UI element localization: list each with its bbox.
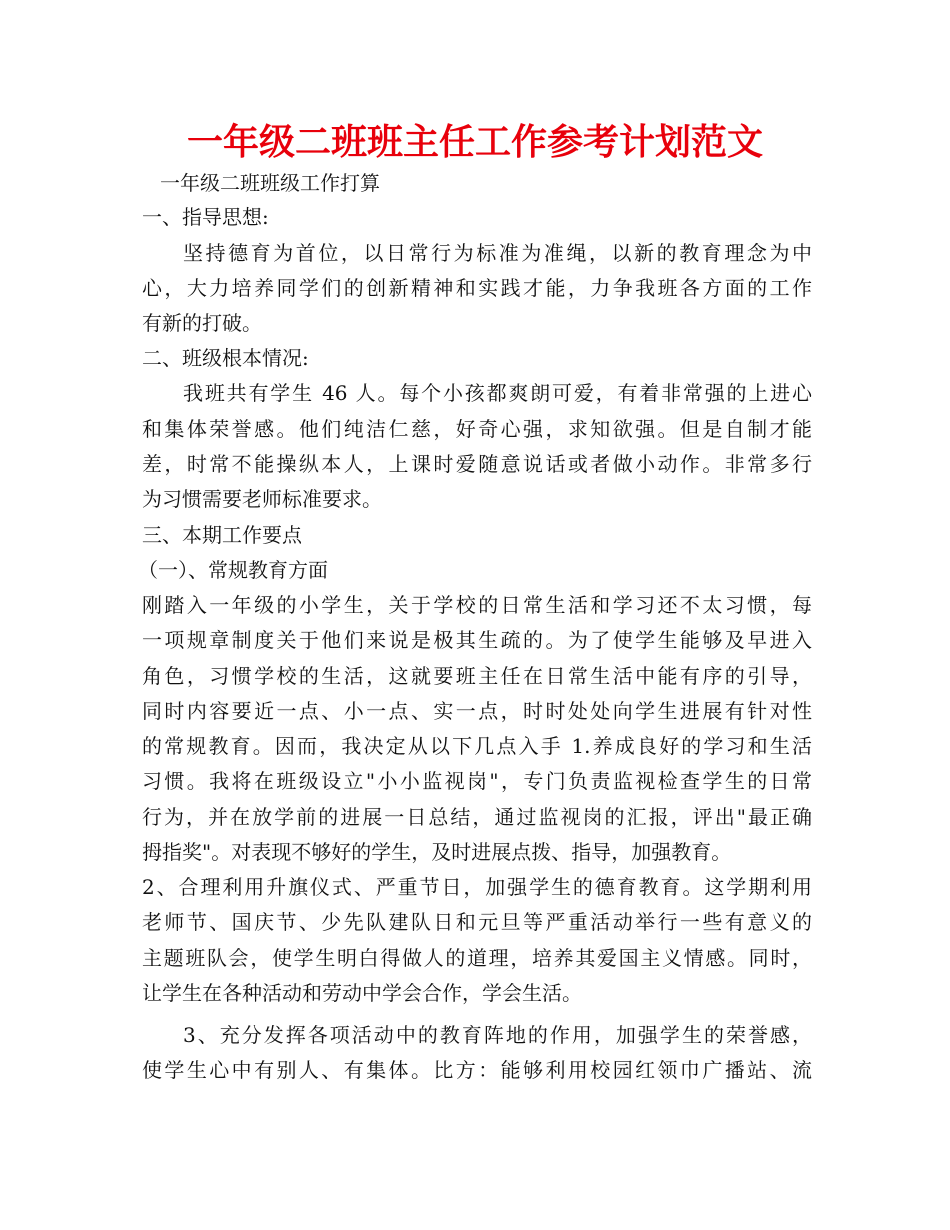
paragraph-line: 的常规教育。因而，我决定从以下几点入手 1.养成良好的学习和生活 (142, 734, 812, 758)
paragraph-line: 老师节、国庆节、少先队建队日和元旦等严重活动举行一些有意义的 (142, 910, 812, 934)
paragraph-line: 一项规章制度关于他们来说是极其生疏的。为了使学生能够及早进入 (142, 628, 812, 652)
paragraph-line: 心，大力培养同学们的创新精神和实践才能，力争我班各方面的工作 (142, 276, 812, 300)
paragraph-line: 行为，并在放学前的进展一日总结，通过监视岗的汇报，评出"最正确 (142, 805, 812, 829)
document-title: 一年级二班班主任工作参考计划范文 (186, 122, 763, 163)
document-subtitle: 一年级二班班级工作打算 (160, 171, 380, 195)
paragraph-line: 有新的打破。 (142, 311, 262, 335)
paragraph-line: 我班共有学生 46 人。每个小孩都爽朗可爱，有着非常强的上进心 (183, 381, 812, 405)
paragraph-line: 角色，习惯学校的生活，这就要班主任在日常生活中能有序的引导， (142, 664, 812, 688)
paragraph-line: 让学生在各种活动和劳动中学会合作，学会生活。 (142, 981, 582, 1005)
section-heading-work-points: 三、本期工作要点 (142, 523, 302, 547)
paragraph-line: 和集体荣誉感。他们纯洁仁慈，好奇心强，求知欲强。但是自制才能 (142, 417, 812, 441)
paragraph-line: 为习惯需要老师标准要求。 (142, 487, 382, 511)
section-heading-guiding-ideas: 一、指导思想: (142, 205, 269, 229)
paragraph-line: 2、合理利用升旗仪式、严重节日，加强学生的德育教育。这学期利用 (142, 875, 812, 899)
paragraph-line: 习惯。我将在班级设立"小小监视岗"，专门负责监视检查学生的日常 (142, 769, 812, 793)
subsection-heading-routine-education: （一）、常规教育方面 (138, 558, 328, 582)
paragraph-line: 使学生心中有别人、有集体。比方：能够利用校园红领巾广播站、流 (142, 1058, 812, 1082)
paragraph-line: 3、充分发挥各项活动中的教育阵地的作用，加强学生的荣誉感， (183, 1023, 812, 1047)
paragraph-line: 主题班队会，使学生明白得做人的道理，培养其爱国主义情感。同时， (142, 946, 812, 970)
paragraph-line: 差，时常不能操纵本人，上课时爱随意说话或者做小动作。非常多行 (142, 452, 812, 476)
paragraph-line: 拇指奖"。对表现不够好的学生，及时进展点拨、指导，加强教育。 (142, 840, 732, 864)
section-heading-class-situation: 二、班级根本情况: (142, 346, 309, 370)
paragraph-line: 刚踏入一年级的小学生，关于学校的日常生活和学习还不太习惯，每 (142, 593, 812, 617)
paragraph-line: 坚持德育为首位，以日常行为标准为准绳，以新的教育理念为中 (183, 241, 812, 265)
paragraph-line: 同时内容要近一点、小一点、实一点，时时处处向学生进展有针对性 (142, 699, 812, 723)
